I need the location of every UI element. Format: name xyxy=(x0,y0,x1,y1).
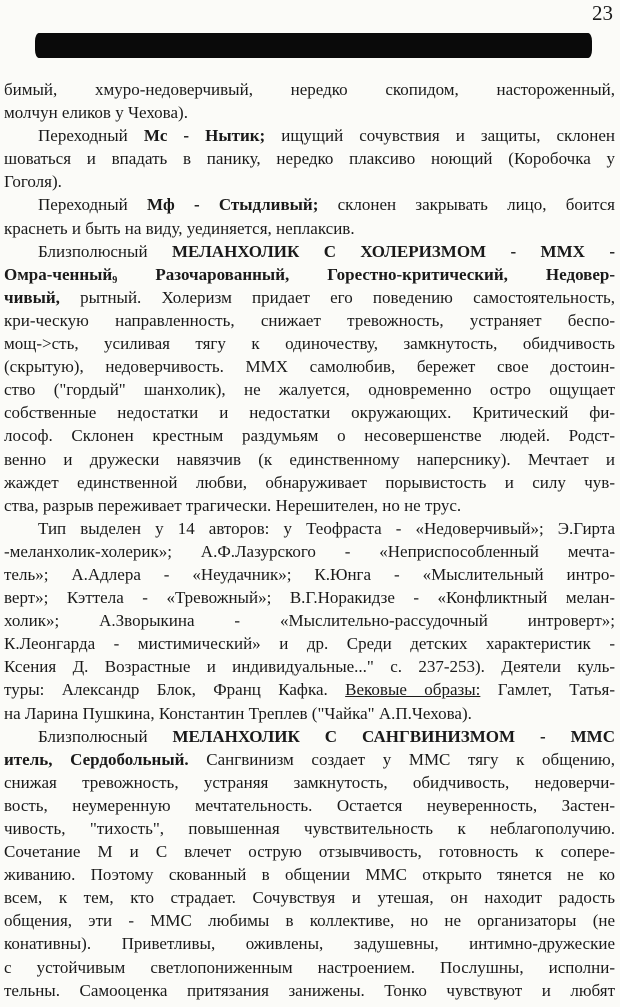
text-segment: ство ("гордый" шанхолик), не жалуется, одновременно остро ощущает xyxy=(4,380,615,400)
text-segment: всем, к тем, кто страдает. Сочувствуя и утешая, он находит радость xyxy=(4,888,615,908)
text-line xyxy=(4,355,615,378)
text-line xyxy=(4,840,615,863)
text-line xyxy=(4,309,615,332)
text-line xyxy=(4,448,615,471)
text-segment: с устойчивым светлопониженным настроением. Послушны, исполни- xyxy=(4,957,615,977)
text-line xyxy=(4,748,615,771)
text-segment: холик»; А.Зворыкина - «Мыслительно-рассудочный интроверт»; xyxy=(4,611,615,631)
text-segment: Мф - Стыдливый; xyxy=(146,195,319,215)
text-segment: кри-ческую направленность, снижает тревожность, устраняет беспо- xyxy=(4,310,615,330)
text-segment: К.Леонгарда - мистимический» и др. Среди детских характеристик - xyxy=(4,634,615,654)
page-number: 23 xyxy=(592,1,613,25)
text-line xyxy=(4,794,615,817)
text-line xyxy=(4,240,615,263)
text-line xyxy=(4,494,615,517)
text-segment: собственные недостатки и недостатки окружающих. Критический фи- xyxy=(4,403,615,423)
text-line xyxy=(4,332,615,355)
text-segment: молчун еликов у Чехова). xyxy=(4,103,188,123)
text-segment: общения, эти - ММС любимы в коллективе, но не организаторы (не xyxy=(4,911,615,931)
text-line xyxy=(4,609,615,632)
text-segment: вость, неумеренную мечтательность. Остается неуверенность, Застен- xyxy=(4,795,615,815)
text-segment: жаждет единственной любви, обнаруживает порывистость и силу чув- xyxy=(4,472,615,492)
text-segment: Ксения Д. Возрастные и индивидуальные..." с. 237-253). Деятели куль- xyxy=(4,657,615,677)
text-line xyxy=(4,678,615,701)
text-line xyxy=(4,886,615,909)
text-segment: Омра-ченный xyxy=(4,264,113,284)
text-line xyxy=(4,217,615,240)
text-segment: ищущий сочувствия и защиты, склонен xyxy=(265,126,615,146)
text-segment: Разочарованный, Горестно-критический, Недовер- xyxy=(117,264,615,284)
text-line xyxy=(4,540,615,563)
text-line xyxy=(4,909,615,932)
text-line xyxy=(4,863,615,886)
text-segment: снижая тревожность, устраняя замкнутость, обидчивость, недоверчи- xyxy=(4,772,615,792)
text-segment: краснеть и быть на виду, уединяется, неплаксив. xyxy=(4,218,355,238)
text-segment: венно и дружески навязчив (к единственному наперснику). Мечтает и xyxy=(4,449,615,469)
text-segment: Тип выделен у 14 авторов: у Теофраста - «Недоверчивый»; Э.Гирта xyxy=(38,518,615,538)
text-line xyxy=(4,702,615,725)
text-line xyxy=(4,655,615,678)
text-line xyxy=(4,979,615,1002)
text-segment: итель, Сердобольный. xyxy=(4,749,189,769)
text-segment: Переходный xyxy=(38,195,147,215)
scan-artifact-bar xyxy=(35,33,592,58)
text-segment: Близполюсный xyxy=(38,241,172,261)
text-segment: Сочетание М и С влечет острую отзывчивость, готовность к сопере- xyxy=(4,842,615,862)
text-segment: 9 xyxy=(112,274,118,286)
text-line xyxy=(4,170,615,193)
text-line xyxy=(4,817,615,840)
text-segment: чивость, "тихость", повышенная чувствительность к неблагополучию. xyxy=(4,819,615,838)
text-line xyxy=(4,124,615,147)
text-segment: бимый, хмуро-недоверчивый, нередко скопидом, настороженный, xyxy=(4,80,615,99)
text-segment: -меланхолик-холерик»; А.Ф.Лазурского - «Неприспособленный мечта- xyxy=(4,541,615,561)
text-line xyxy=(4,78,615,101)
text-line xyxy=(4,378,615,401)
text-line xyxy=(4,263,615,286)
text-line xyxy=(4,563,615,586)
text-segment: рытный. Холеризм придает его поведению самостоятельность, xyxy=(59,287,615,307)
text-line xyxy=(4,401,615,424)
text-segment: Гамлет, Татья- xyxy=(480,680,615,700)
text-segment: Гоголя). xyxy=(4,172,62,192)
text-line xyxy=(4,771,615,794)
text-segment: Вековые образы: xyxy=(345,680,481,700)
text-line xyxy=(4,632,615,655)
text-line xyxy=(4,725,615,748)
text-line xyxy=(4,101,615,124)
text-line xyxy=(4,424,615,447)
text-segment: МЕЛАНХОЛИК С ХОЛЕРИЗМОМ - ММХ - xyxy=(171,241,615,261)
text-segment: лософ. Склонен крестным раздумьям о несовершенстве людей. Родст- xyxy=(4,426,615,446)
text-segment: верт»; Кэттела - «Тревожный»; В.Г.Норакидзе - «Конфликтный мелан- xyxy=(4,588,615,608)
text-segment: конативны). Приветливы, оживлены, задушевны, интимно-дружеские xyxy=(4,934,615,954)
text-segment: склонен закрывать лицо, боится xyxy=(318,195,615,215)
text-segment: тель»; А.Адлера - «Неудачник»; К.Юнга - «Мыслительный интро- xyxy=(4,564,615,584)
text-segment: Мс - Нытик; xyxy=(143,126,266,146)
text-segment: чивый, xyxy=(4,287,60,307)
text-line xyxy=(4,517,615,540)
page-text xyxy=(4,78,615,1002)
text-segment: мощ->сть, усиливая тягу к одиночеству, замкнутость, обидчивость xyxy=(4,334,615,354)
text-segment: на Ларина Пушкина, Константин Треплев ("Чайка" А.П.Чехова). xyxy=(4,703,472,723)
text-segment: Сангвинизм создает у ММС тягу к общению, xyxy=(188,749,615,769)
text-line xyxy=(4,586,615,609)
text-segment: ства, разрыв переживает трагически. Нерешителен, но не трус. xyxy=(4,495,462,515)
text-segment: Близполюсный xyxy=(38,726,173,746)
text-segment: МЕЛАНХОЛИК С САНГВИНИЗМОМ - ММС xyxy=(172,726,615,746)
text-line xyxy=(4,286,615,309)
text-line xyxy=(4,471,615,494)
text-segment: тельны. Самооценка притязания занижены. Тонко чувствуют и любят xyxy=(4,980,615,1000)
text-line xyxy=(4,193,615,216)
text-segment: туры: Александр Блок, Франц Кафка. xyxy=(4,680,346,700)
text-segment: шоваться и впадать в панику, нередко плаксиво ноющий (Коробочка у xyxy=(4,149,615,169)
text-line xyxy=(4,932,615,955)
text-line xyxy=(4,147,615,170)
text-line xyxy=(4,956,615,979)
text-segment: Переходный xyxy=(38,126,144,146)
text-segment: живанию. Поэтому скованный в общении ММС открыто тянется не ко xyxy=(4,865,615,885)
text-segment: (скрытую), недоверчивость. ММХ самолюбив, бережет свое достоин- xyxy=(4,357,615,377)
